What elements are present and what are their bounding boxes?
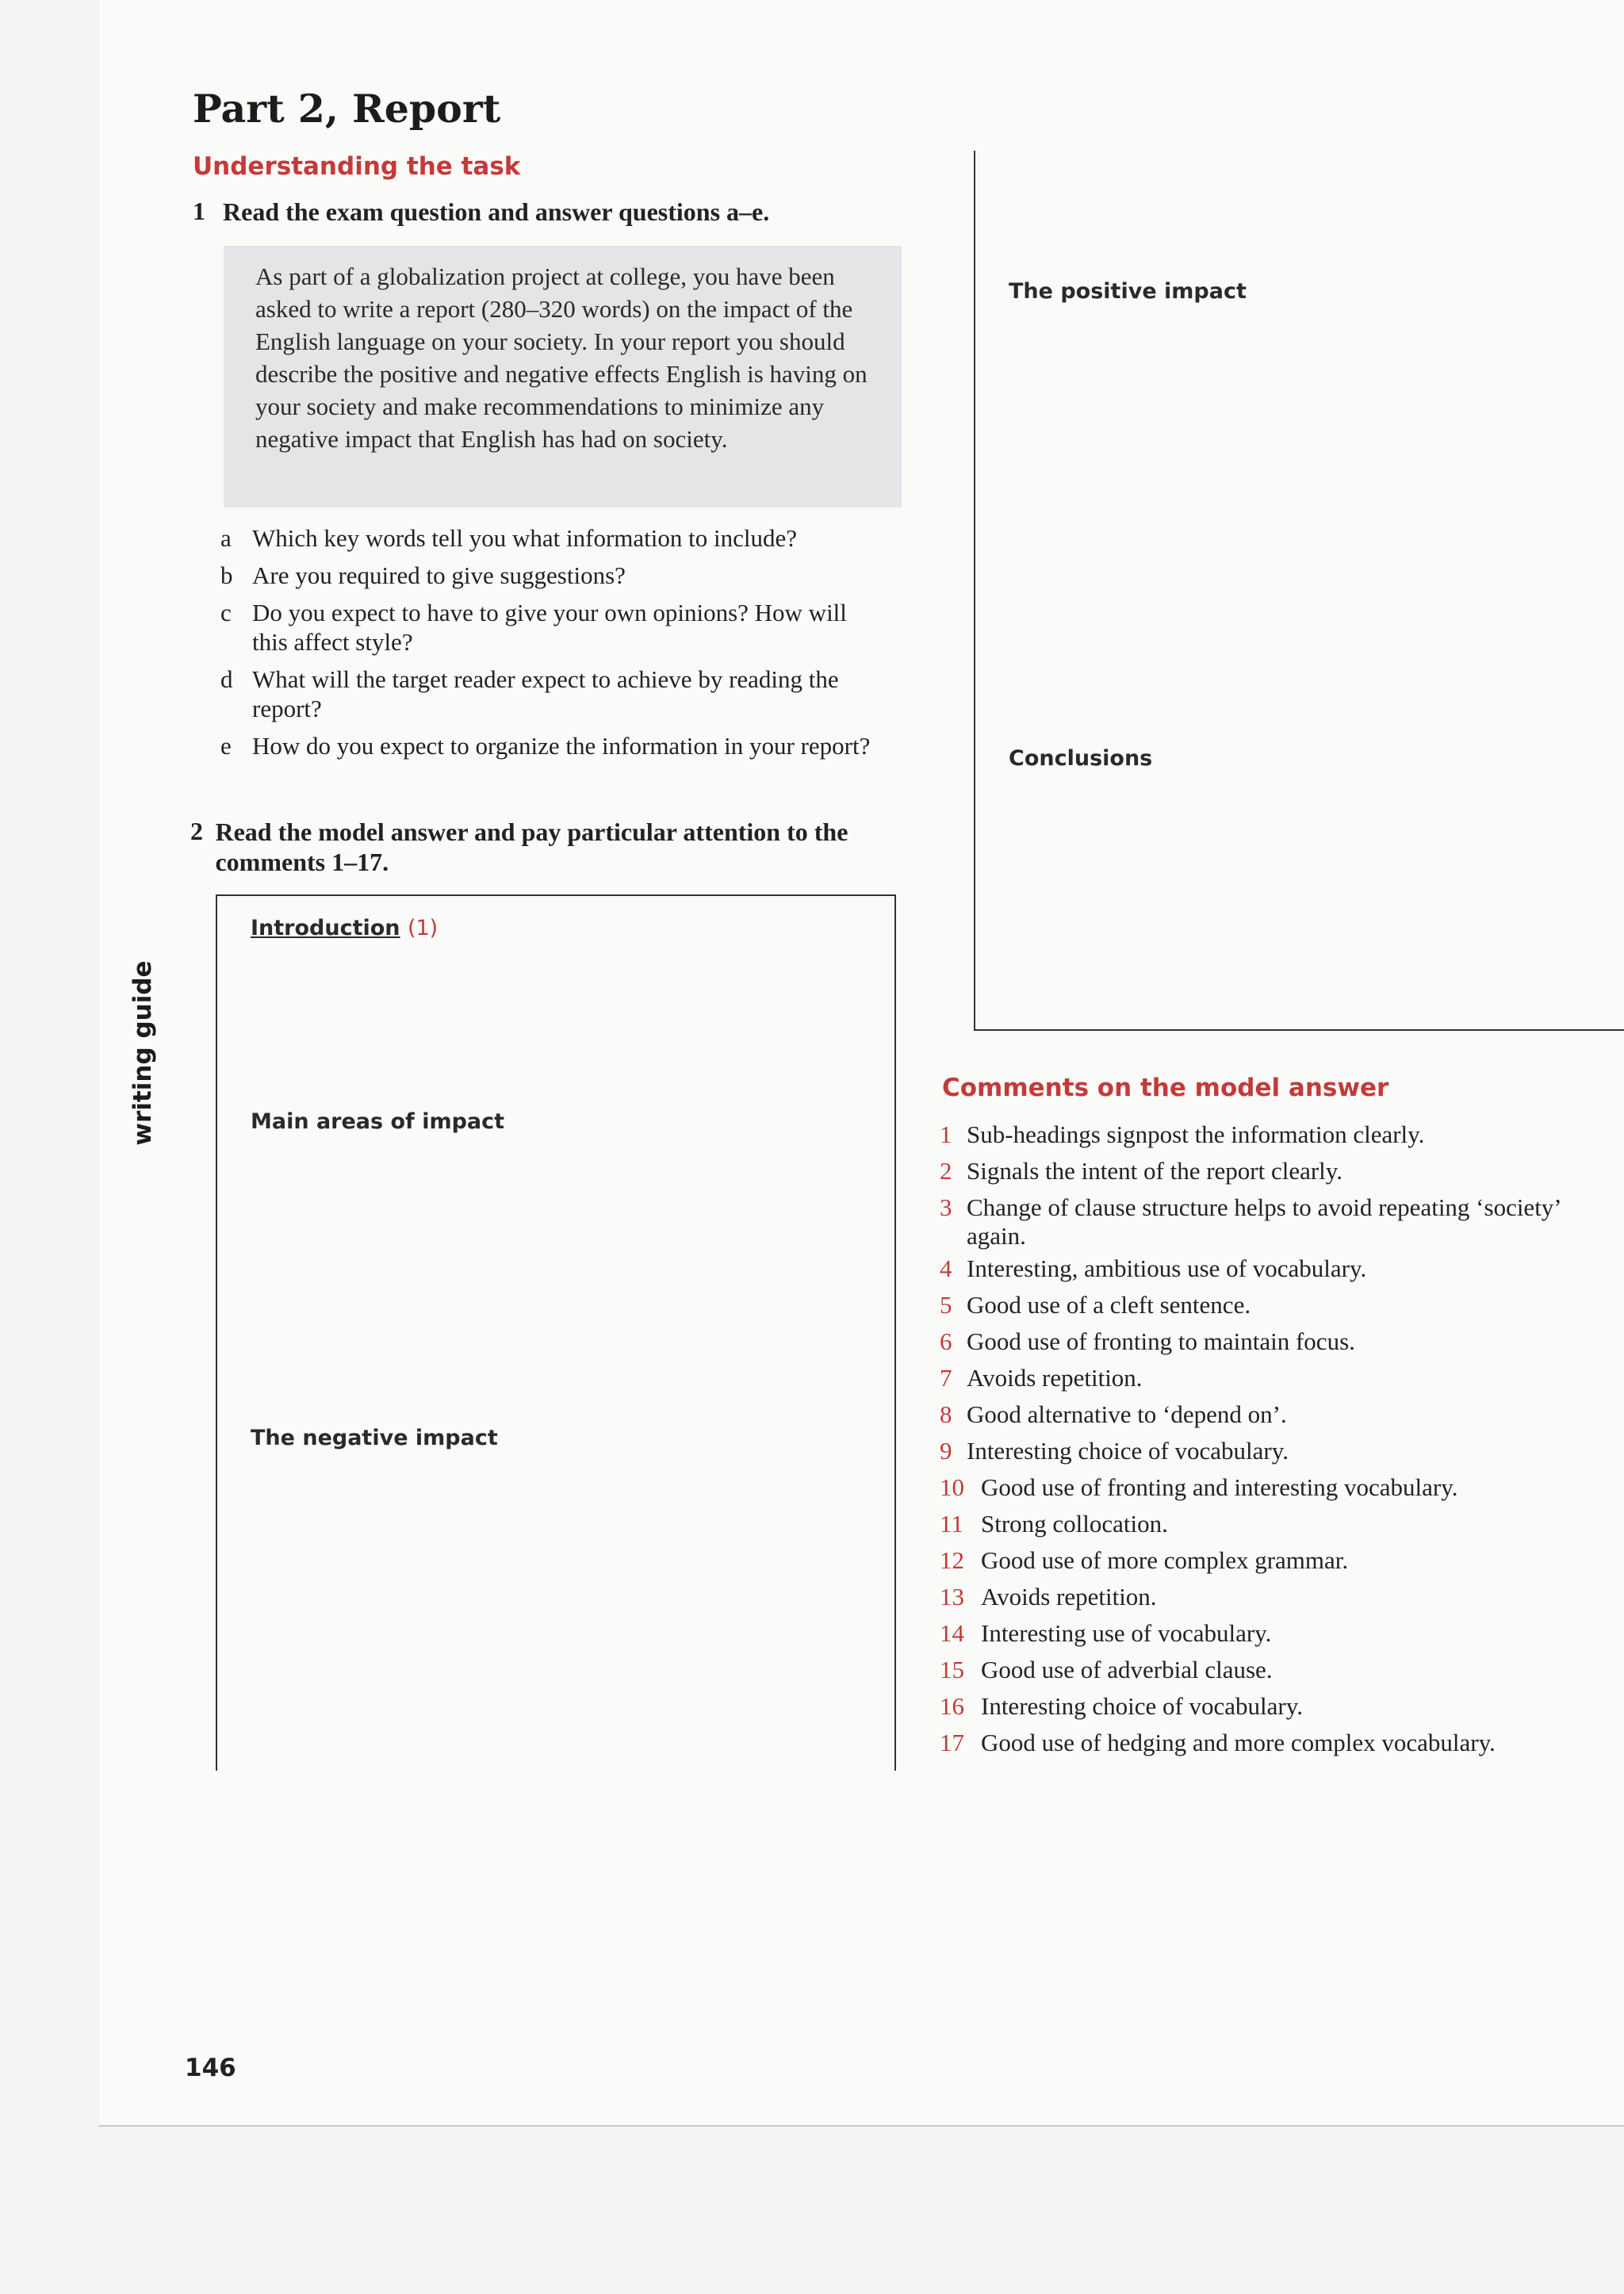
question-2-text: Read the model answer and pay particular attention to the comments 1–17. [215,818,848,876]
list-item: 6 Good use of fronting to maintain focus. [940,1327,1355,1355]
list-item: 5 Good use of a cleft sentence. [940,1291,1251,1319]
list-item: 12 Good use of more complex grammar. [940,1546,1349,1574]
introduction-heading: Introduction (1) [251,916,439,940]
section-heading: Understanding the task [193,152,521,181]
list-item: 2 Signals the intent of the report clearly. [940,1157,1343,1185]
list-item: 7 Avoids repetition. [940,1364,1143,1392]
list-item: 17 Good use of hedging and more complex vocabulary. [940,1729,1496,1756]
question-1 [193,197,906,227]
list-item: c Do you expect to have to give your own opinions? How will this affect style? [220,599,847,656]
list-item: 1 Sub-headings signpost the information clearly. [940,1120,1425,1148]
question-1-text: Read the exam question and answer questions a–e. [223,197,770,226]
list-item: 3 Change of clause structure helps to avoid repeating ‘society’ again. [940,1193,1561,1250]
side-label: writing guide [128,960,157,1146]
comments-heading: Comments on the model answer [942,1074,1389,1102]
list-item: 9 Interesting choice of vocabulary. [940,1437,1289,1465]
page-title: Part 2, Report [193,86,501,132]
list-item: 16 Interesting choice of vocabulary. [940,1692,1303,1720]
list-item: e How do you expect to organize the information in your report? [220,732,871,760]
list-item: 15 Good use of adverbial clause. [940,1656,1273,1683]
main-areas-heading: Main areas of impact [251,1109,505,1134]
list-item: 11 Strong collocation. [940,1510,1168,1538]
negative-impact-heading: The negative impact [251,1426,498,1450]
list-item: a Which key words tell you what information to include? [220,524,797,552]
question-2 [190,817,888,877]
question-1-number: 1 [193,197,205,225]
list-item: 4 Interesting, ambitious use of vocabulary. [940,1254,1367,1282]
page-number: 146 [185,2054,236,2082]
question-2-number: 2 [190,817,203,845]
list-item: 8 Good alternative to ‘depend on’. [940,1400,1287,1428]
positive-impact-heading: The positive impact [1009,279,1247,304]
list-item: b Are you required to give suggestions? [220,561,626,589]
model-answer-left-column [251,910,877,1456]
model-answer-right-column [1009,274,1611,776]
list-item: d What will the target reader expect to achieve by reading the report? [220,665,839,722]
list-item: 13 Avoids repetition. [940,1583,1157,1610]
comments-list [940,1116,1574,1761]
list-item: 14 Interesting use of vocabulary. [940,1619,1272,1647]
conclusions-heading: Conclusions [1009,746,1153,771]
question-list [220,523,887,768]
list-item: 10 Good use of fronting and interesting vocabulary. [940,1473,1458,1501]
exam-prompt-box: As part of a globalization project at college, you have been asked to write a report (280–320 words) on the impact of the English language on your society. In your report you should describe the positive and negative effects English is having on your society and make recommendations to minimize any negative impact that English has had on society. [224,246,902,507]
